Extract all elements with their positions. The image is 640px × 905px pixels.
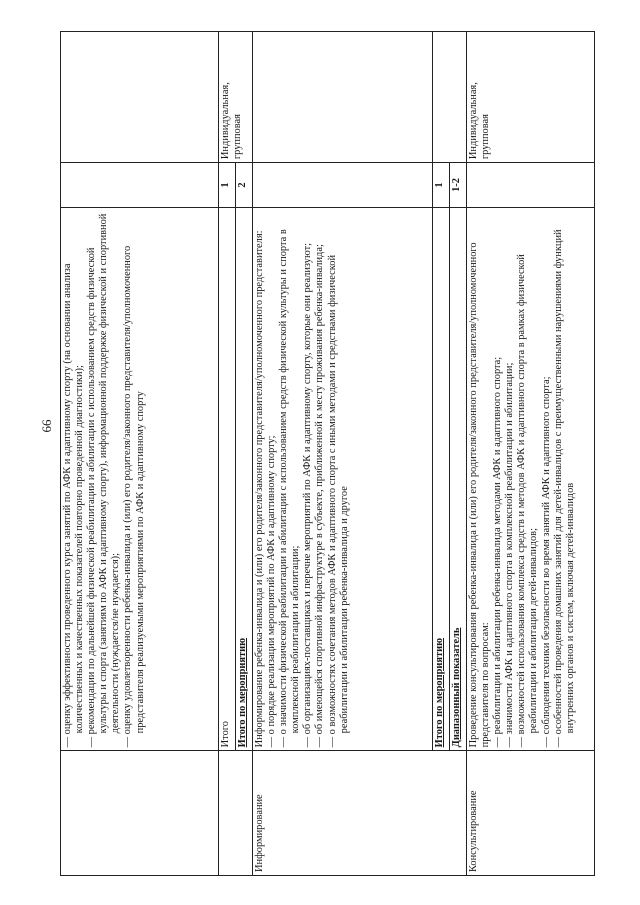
- format-cell: Индивидуальная, групповая: [219, 32, 253, 163]
- list-item: — об организациях-поставщиках и перечне мероприятий по АФК и адаптивному спорту, которые они реализуют;: [302, 242, 314, 748]
- range-label: Диапазонный показатель: [450, 207, 467, 750]
- activity-total-label: Итого по мероприятию: [433, 207, 450, 750]
- table-row: [433, 32, 450, 876]
- rotated-table-container: [60, 31, 595, 876]
- count-cell: [253, 163, 433, 208]
- service-consulting: Консультирование: [467, 751, 595, 876]
- count-cell: [467, 163, 595, 208]
- service-informing: Информирование: [253, 751, 467, 876]
- format-cell: Индивидуальная, групповая: [467, 32, 595, 163]
- service-cell: [61, 751, 219, 876]
- table-row: [253, 32, 433, 876]
- format-cell: [253, 32, 433, 163]
- consulting-intro: Проведение консультирования ребенка-инвалида и (или) его родителя/законного представителя/уполномоченного представителя по вопросам:: [468, 242, 492, 748]
- list-item: — возможностей использования комплекса средств и методов АФК и адаптивного спорта в рамках физической реабилитации и абилитации детей-инвалидов;: [516, 254, 540, 748]
- list-item: — о значимости физической реабилитации и абилитации с использованием средств физической культуры и спорта в комплексной реабилитации и абилитации;: [278, 229, 302, 748]
- count-cell: [61, 163, 219, 208]
- content-cell: [253, 207, 433, 750]
- content-cell: [467, 207, 595, 750]
- activity-total-label: Итого по мероприятию: [236, 207, 253, 750]
- list-item: — оценку удовлетворенности ребенка-инвалида и (или) его родителя/законного представителя/уполномоченного представителя реализуемыми мероприятиями по АФК и адаптивному спорту: [122, 245, 146, 748]
- activity-total-value: 1: [433, 163, 450, 208]
- table-row: [219, 32, 236, 876]
- range-value: 1-2: [450, 163, 467, 208]
- informing-intro: Информирование ребенка-инвалида и (или) его родителя/законного представителя/уполномоченного представителя:: [254, 230, 265, 748]
- list-item: — о порядке реализации мероприятий по АФК и адаптивному спорту;: [266, 435, 278, 748]
- list-item: — значимости АФК и адаптивного спорта в комплексной реабилитации и абилитации;: [504, 362, 516, 748]
- page-number: 66: [39, 419, 54, 433]
- list-item: — об имеющейся спортивной инфраструктуре в субъекте, приближенной к месту проживания ребенка-инвалида;: [314, 244, 326, 748]
- format-cell: [61, 32, 219, 163]
- list-item: — о возможностях сочетания методов АФК и адаптивного спорта с иными методами и средствами физической реабилитации и абилитации ребенка-инвалида и другое: [326, 254, 350, 748]
- total-value: 1: [219, 163, 236, 208]
- activity-total-value: 2: [236, 163, 253, 208]
- service-cell: [219, 751, 253, 876]
- list-item: — оценку эффективности проведенного курса занятий по АФК и адаптивному спорту (на основании анализа количественных и качественных показателей повторно проведенной диагностики);: [62, 263, 86, 748]
- table-row: [467, 32, 595, 876]
- format-cell: [433, 32, 467, 163]
- list-item: — соблюдения техники безопасности во время занятий АФК и адаптивного спорта;: [540, 376, 552, 748]
- activities-table: [60, 31, 595, 876]
- list-item: — рекомендации по дальнейшей физической реабилитации и абилитации с использованием средств физической культуры и спорта (занятиям по АФК и адаптивному спорту), информационной поддержке физической и спортивной деятельности (нуждается/не нуждается);: [86, 213, 122, 748]
- table-row: [61, 32, 219, 876]
- total-label: Итого: [219, 207, 236, 750]
- list-item: — особенностей проведения домашних занятий для детей-инвалидов с преимущественными нарушениями функций внутренних органов и систем, включая детей-инвалидов: [552, 229, 576, 748]
- content-cell: [61, 207, 219, 750]
- list-item: — реабилитации и абилитации ребенка-инвалида методами АФК и адаптивного спорта;: [492, 356, 504, 748]
